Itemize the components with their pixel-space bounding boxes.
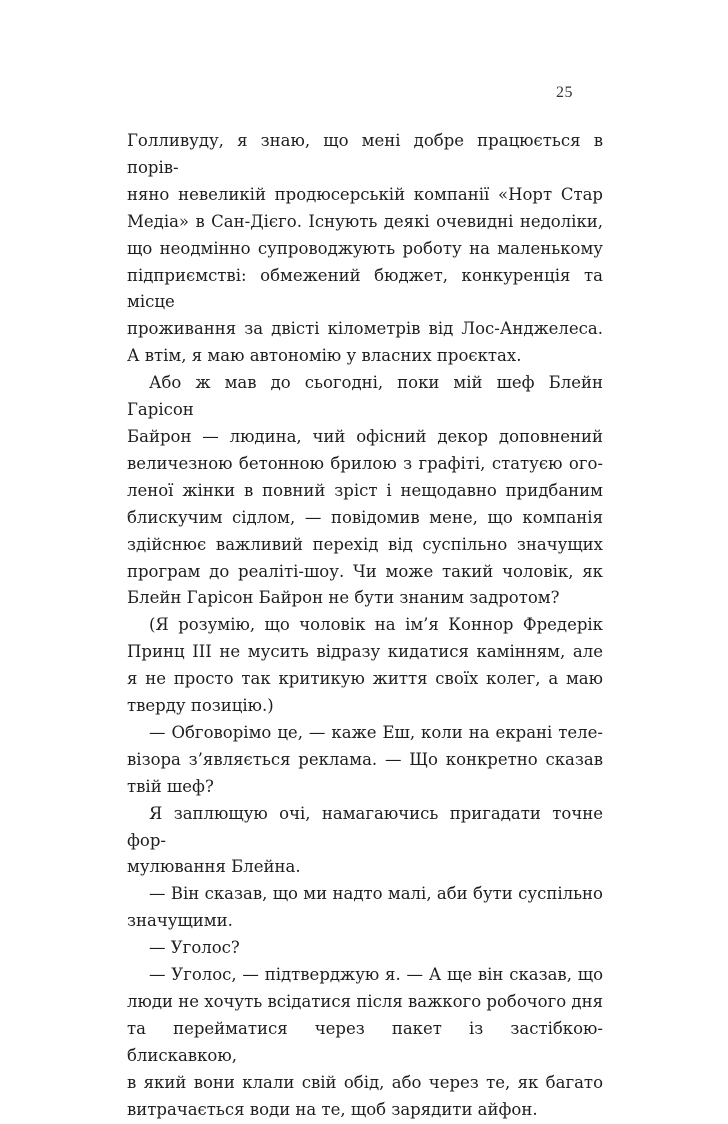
body-text [127,128,603,1124]
text-line: значущими. [127,911,233,931]
text-line: — Уголос? [149,938,240,958]
text-line: — Уголос, — підтверджую я. — А ще він сказав, що [149,965,603,985]
text-line: люди не хочуть всідатися після важкого робочого дня [127,992,603,1011]
page-number: 25 [556,84,573,101]
text-line: Блейн Гарісон Байрон не бути знаним задротом? [127,588,560,608]
text-line: Голливуду, я знаю, що мені добре працюється в порів- [127,131,603,177]
text-line: візора з’являється реклама. — Що конкретно сказав [127,749,603,769]
text-line: програм до реаліті-шоу. Чи може такий чоловік, як [127,561,603,581]
text-line: та перейматися через пакет із застібкою-блискавкою, [127,1018,603,1065]
text-line: твій шеф? [127,776,214,796]
text-line: що неодмінно супроводжують роботу на маленькому [127,238,603,258]
text-line: — Він сказав, що ми надто малі, аби бути суспільно [149,884,603,904]
text-line: проживання за двісті кілометрів від Лос-Анджелеса. [127,319,603,339]
text-line: Байрон — людина, чий офісний декор доповнений [127,426,603,446]
text-line: я не просто так критикую життя своїх колег, а маю [127,669,603,689]
text-line: здійснює важливий перехід від суспільно значущих [127,534,603,554]
text-line: блискучим сідлом, — повідомив мене, що компанія [127,507,603,527]
text-line: А втім, я маю автономію у власних проєктах. [127,346,522,366]
text-line: леної жінки в повний зріст і нещодавно придбаним [127,480,603,500]
text-line: Я заплющую очі, намагаючись пригадати точне фор- [127,803,603,850]
text-line: мулювання Блейна. [127,857,301,877]
text-line: величезною бетонною брилою з графіті, статуєю ого- [127,453,603,473]
text-line: Медіа» в Сан-Дієго. Існують деякі очевидні недоліки, [127,211,603,231]
text-line: в який вони клали свій обід, або через те, як багато [127,1072,603,1092]
text-line: тверду позицію.) [127,696,274,716]
text-line: підприємстві: обмежений бюджет, конкуренція та місце [127,265,603,312]
text-line: няно невеликій продюсерській компанії «Норт Стар [127,184,603,204]
text-line: Або ж мав до сьогодні, поки мій шеф Блейн Гарісон [127,373,603,420]
text-line: — Обговорімо це, — каже Еш, коли на екрані теле- [149,722,603,742]
text-line: Принц III не мусить відразу кидатися камінням, але [127,642,603,662]
text-line: (Я розумію, що чоловік на ім’я Коннор Фредерік [149,615,603,635]
text-line: витрачається води на те, щоб зарядити айфон. [127,1099,538,1119]
